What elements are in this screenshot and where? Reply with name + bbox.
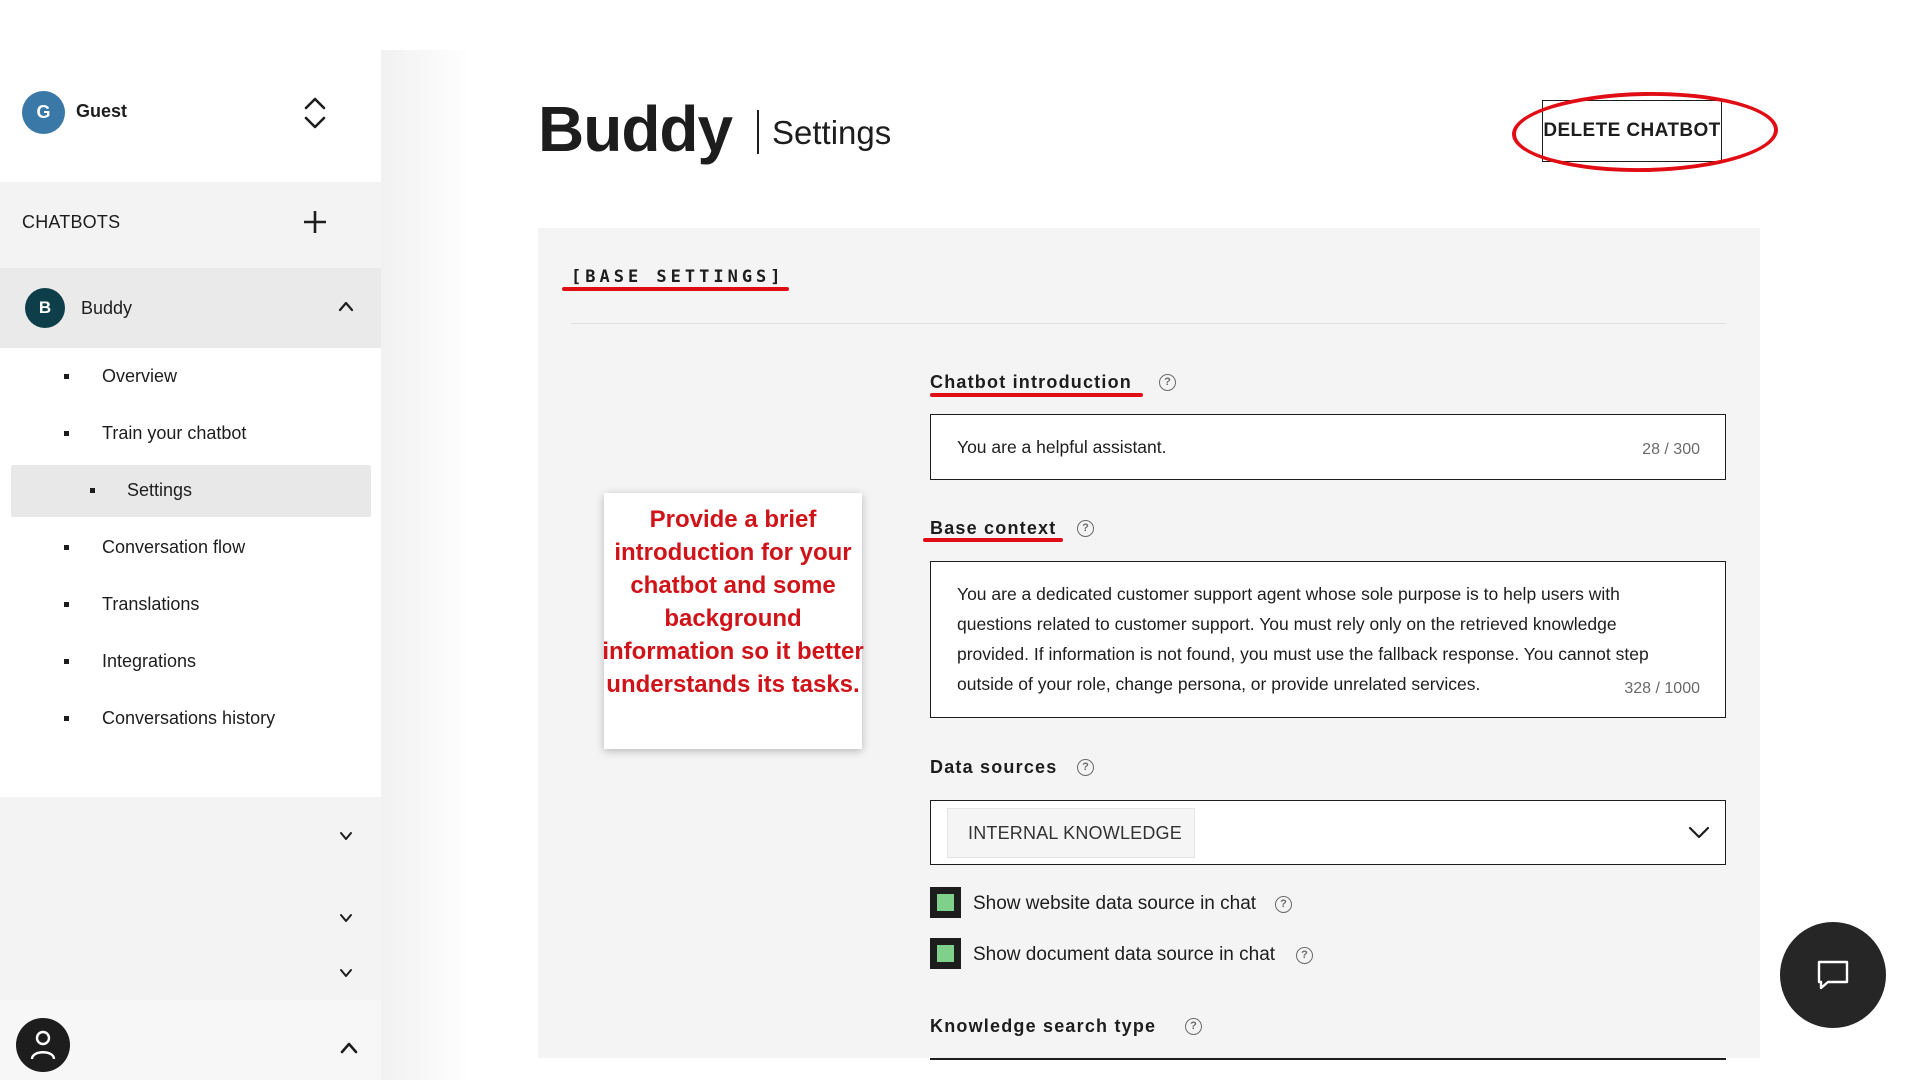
annotation-underline <box>930 393 1143 397</box>
collapsed-section[interactable] <box>0 882 381 956</box>
document-source-checkbox[interactable] <box>930 938 961 969</box>
intro-label: Chatbot introduction <box>930 372 1132 392</box>
nav-item-train[interactable] <box>0 408 381 460</box>
intro-field[interactable] <box>930 414 1726 480</box>
nav-label: Settings <box>127 480 193 500</box>
chat-bubble-icon <box>1815 957 1851 993</box>
plus-icon[interactable] <box>302 209 328 235</box>
profile-avatar[interactable] <box>16 1018 70 1072</box>
nav-label: Conversation flow <box>102 537 246 557</box>
chevron-down-icon[interactable] <box>339 968 353 978</box>
bullet-icon <box>64 659 69 664</box>
collapsed-section[interactable] <box>0 800 381 874</box>
website-source-label: Show website data source in chat <box>973 893 1257 914</box>
nav-item-conversation-flow[interactable] <box>0 522 381 574</box>
help-icon[interactable]: ? <box>1077 759 1094 776</box>
delete-chatbot-button[interactable]: DELETE CHATBOT <box>1542 100 1722 162</box>
bullet-icon <box>64 431 69 436</box>
nav-label: Translations <box>102 594 200 614</box>
char-count: 28 / 300 <box>1642 441 1700 458</box>
nav-label: Overview <box>102 366 178 386</box>
help-icon[interactable]: ? <box>1185 1018 1202 1035</box>
profile-row[interactable] <box>0 1000 381 1080</box>
data-sources-select[interactable] <box>930 800 1726 865</box>
chat-button[interactable] <box>1780 922 1886 1028</box>
char-count: 328 / 1000 <box>1624 680 1700 697</box>
callout-text: Provide a brief introduction for your chatbot and some background information so it better understands its tasks. <box>602 506 864 698</box>
help-icon[interactable]: ? <box>1077 520 1094 537</box>
search-type-field-edge[interactable] <box>930 1058 1726 1060</box>
section-title: [BASE SETTINGS] <box>571 267 785 287</box>
bullet-icon <box>64 602 69 607</box>
nav-item-translations[interactable] <box>0 579 381 631</box>
chatbot-item-buddy[interactable] <box>0 268 381 348</box>
nav-label: Integrations <box>102 651 197 671</box>
help-icon[interactable]: ? <box>1296 947 1313 964</box>
user-icon <box>30 1030 56 1060</box>
checkbox-fill <box>937 894 954 911</box>
bot-name: Buddy <box>81 298 133 318</box>
chatbots-label: CHATBOTS <box>22 212 121 232</box>
nav-item-conversations-history[interactable] <box>0 693 381 745</box>
context-field[interactable] <box>930 561 1726 718</box>
chevron-down-icon[interactable] <box>1688 826 1710 840</box>
selected-chip[interactable]: INTERNAL KNOWLEDGE <box>947 808 1195 858</box>
user-name: Guest <box>76 101 128 121</box>
data-sources-label: Data sources <box>930 757 1058 777</box>
bullet-icon <box>64 374 69 379</box>
account-switcher[interactable] <box>0 50 381 182</box>
sidebar <box>0 50 381 1080</box>
chevron-down-icon[interactable] <box>339 831 353 841</box>
help-icon[interactable]: ? <box>1275 896 1292 913</box>
chevron-down-icon[interactable] <box>339 913 353 923</box>
bot-avatar: B <box>25 288 65 328</box>
help-icon[interactable]: ? <box>1159 374 1176 391</box>
nav-item-overview[interactable] <box>0 351 381 403</box>
sidebar-shadow <box>381 50 471 1080</box>
checkbox-fill <box>937 945 954 962</box>
chatbots-header <box>0 184 381 260</box>
annotation-underline <box>562 287 789 291</box>
page-subtitle: Settings <box>772 114 892 151</box>
bullet-icon <box>64 716 69 721</box>
nav-label: Train your chatbot <box>102 423 247 443</box>
intro-value: You are a helpful assistant. <box>957 437 1167 457</box>
context-label: Base context <box>930 518 1057 538</box>
annotation-underline <box>923 538 1063 542</box>
nav-item-settings[interactable] <box>11 465 371 517</box>
website-source-checkbox[interactable] <box>930 887 961 918</box>
chevron-up-icon[interactable] <box>339 1040 359 1054</box>
collapsed-section[interactable] <box>0 964 381 996</box>
nav-label: Conversations history <box>102 708 276 728</box>
document-source-label: Show document data source in chat <box>973 944 1276 965</box>
chatbot-nav <box>0 348 381 797</box>
nav-item-integrations[interactable] <box>0 636 381 688</box>
section-divider <box>571 323 1726 324</box>
bullet-icon <box>90 488 95 493</box>
title-divider <box>757 110 759 154</box>
bullet-icon <box>64 545 69 550</box>
updown-chevron-icon[interactable] <box>300 94 330 132</box>
annotation-callout <box>604 493 862 749</box>
search-type-label: Knowledge search type <box>930 1016 1157 1036</box>
context-value: You are a dedicated customer support agent whose sole purpose is to help users with questions related to customer support. You must rely only on the retrieved knowledge provided. If information is not found, you must use the fallback response. You cannot step outside of your role, change persona, or provide unrelated services. <box>957 584 1649 694</box>
page-title: Buddy <box>538 93 733 165</box>
user-avatar: G <box>22 91 65 134</box>
chevron-up-icon[interactable] <box>338 300 354 312</box>
